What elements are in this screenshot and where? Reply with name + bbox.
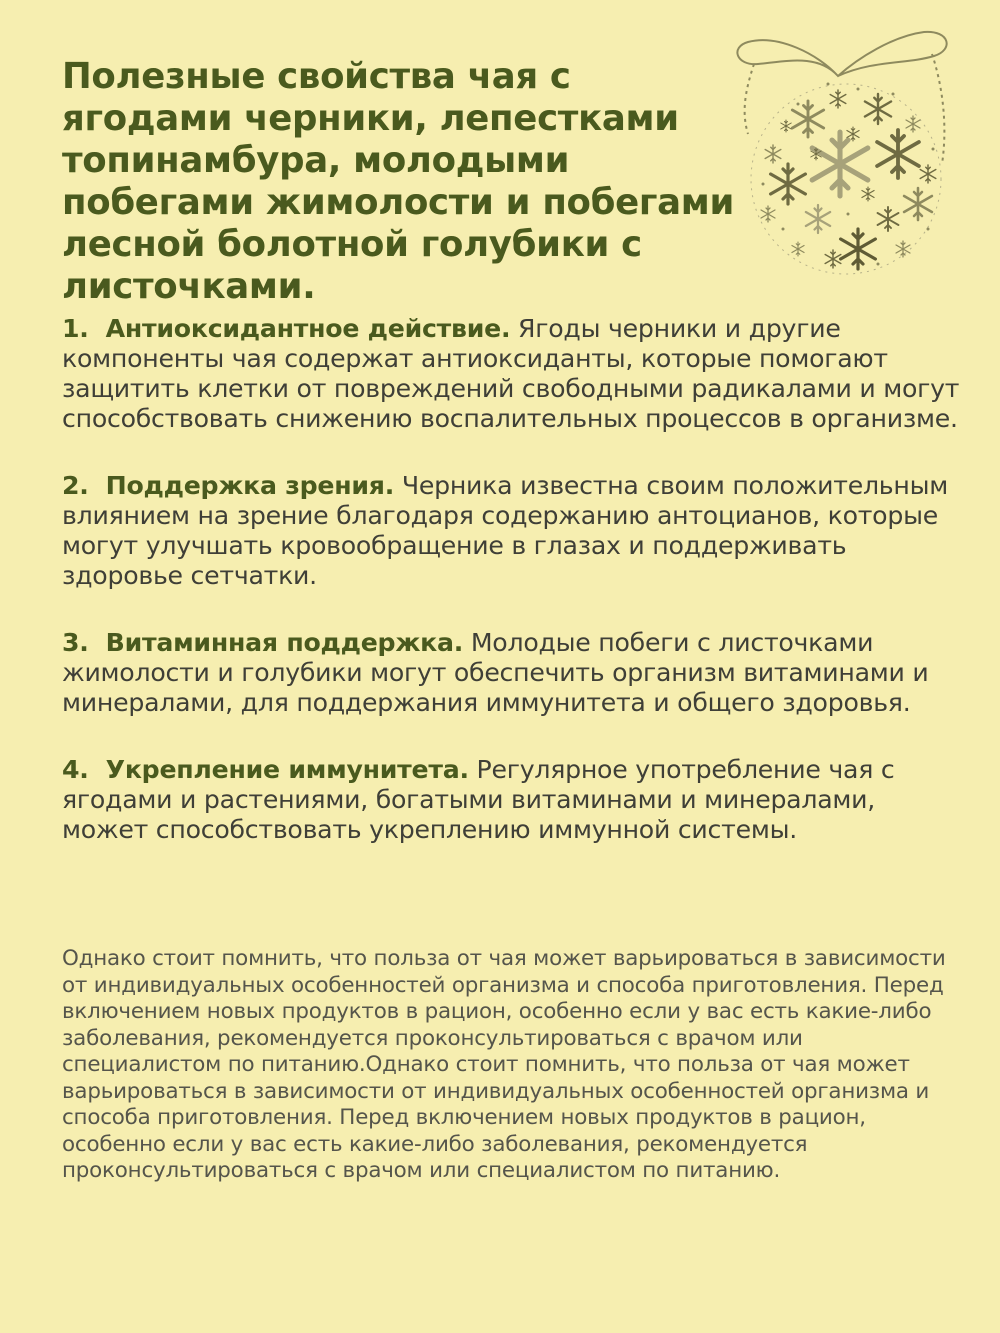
item-number: 2. [62, 471, 89, 500]
item-text: Черника известна своим положительным влиянием на зрение благодаря содержанию антоцианов, которые могут улучшать кровообращение в глазах и поддерживать здоровье сетчатки. [62, 471, 948, 590]
list-item [62, 314, 962, 434]
item-heading: Антиоксидантное действие. [105, 314, 511, 343]
item-heading: Витаминная поддержка. [105, 628, 464, 657]
benefits-list [62, 314, 962, 882]
item-number: 1. [62, 314, 89, 343]
list-item [62, 471, 962, 591]
item-text: Регулярное употребление чая с ягодами и растениями, богатыми витаминами и минералами, может способствовать укреплению иммунной системы. [62, 755, 895, 844]
item-text: Ягоды черники и другие компоненты чая содержат антиоксиданты, которые помогают защитить клетки от повреждений свободными радикалами и могут способствовать снижению воспалительных процессов в организме. [62, 314, 960, 433]
item-text: Молодые побеги с листочками жимолости и голубики могут обеспечить организм витаминами и минералами, для поддержания иммунитета и общего здоровья. [62, 628, 929, 717]
item-number: 3. [62, 628, 89, 657]
disclaimer-note: Однако стоит помнить, что польза от чая может варьироваться в зависимости от индивидуальных особенностей организма и способа приготовления. Перед включением новых продуктов в рацион, особенно если у вас есть какие-либо заболевания, рекомендуется проконсультироваться с врачом или специалистом по питанию.Однако стоит помнить, что польза от чая может варьироваться в зависимости от индивидуальных особенностей организма и способа приготовления. Перед включением новых продуктов в рацион, особенно если у вас есть какие-либо заболевания, рекомендуется проконсультироваться с врачом или специалистом по питанию. [62, 946, 946, 1183]
snowflake-christmas-ball-icon [728, 14, 964, 276]
item-heading: Поддержка зрения. [105, 471, 395, 500]
list-item [62, 628, 962, 718]
item-number: 4. [62, 755, 89, 784]
page-title: Полезные свойства чая с ягодами черники, лепестками топинамбура, молодыми побегами жимолости и побегами лесной болотной голубики с листочками. [62, 56, 735, 307]
item-heading: Укрепление иммунитета. [105, 755, 469, 784]
list-item [62, 755, 962, 845]
